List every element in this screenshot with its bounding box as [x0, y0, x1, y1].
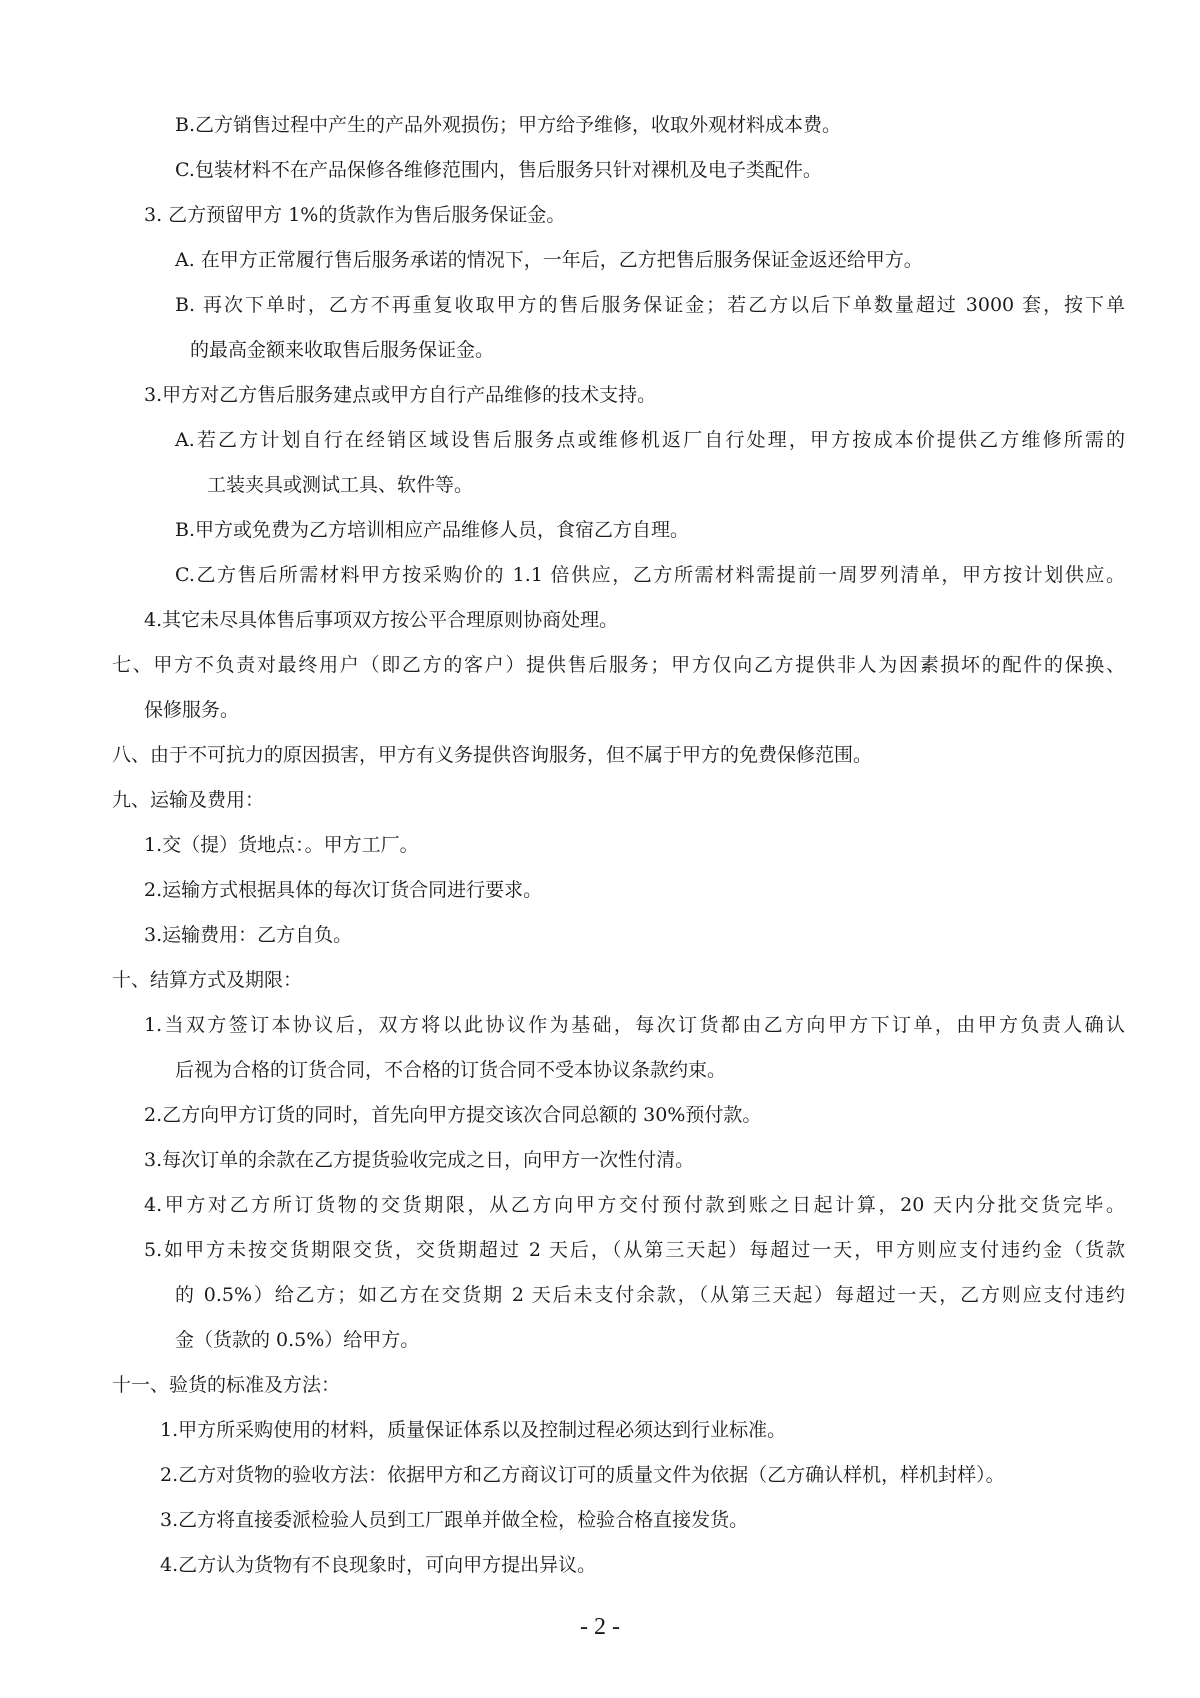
text-line: 2.运输方式根据具体的每次订货合同进行要求。	[144, 879, 543, 901]
text-line: 1.交（提）货地点：。甲方工厂。	[144, 834, 419, 856]
section-heading: 十一、验货的标准及方法：	[112, 1374, 341, 1396]
text-line: 八、由于不可抗力的原因损害，甲方有义务提供咨询服务，但不属于甲方的免费保修范围。	[112, 744, 873, 766]
section-heading: 九、运输及费用：	[112, 789, 265, 811]
text-line: 4.其它未尽具体售后事项双方按公平合理原则协商处理。	[144, 609, 619, 631]
text-line: 保修服务。	[144, 699, 240, 721]
text-line: 后视为合格的订货合同，不合格的订货合同不受本协议条款约束。	[175, 1059, 727, 1081]
text-line: 七、甲方不负责对最终用户（即乙方的客户）提供售后服务；甲方仅向乙方提供非人为因素损坏的配件的保换、	[112, 654, 1125, 676]
section-heading: 十、结算方式及期限：	[112, 969, 303, 991]
text-line: B.甲方或免费为乙方培训相应产品维修人员，食宿乙方自理。	[175, 519, 690, 541]
text-line: 5.如甲方未按交货期限交货，交货期超过 2 天后，（从第三天起）每超过一天，甲方则应支付违约金（货款	[144, 1239, 1125, 1261]
text-line: B.乙方销售过程中产生的产品外观损伤；甲方给予维修，收取外观材料成本费。	[175, 114, 842, 136]
text-line: C.乙方售后所需材料甲方按采购价的 1.1 倍供应，乙方所需材料需提前一周罗列清单，甲方按计划供应。	[175, 564, 1125, 586]
text-line: 的 0.5%）给乙方；如乙方在交货期 2 天后未支付余款，（从第三天起）每超过一天，乙方则应支付违约	[175, 1284, 1125, 1306]
text-line: 2.乙方对货物的验收方法：依据甲方和乙方商议订可的质量文件为依据（乙方确认样机，样机封样）。	[160, 1464, 1005, 1486]
page-number: - 2 -	[580, 1614, 620, 1640]
text-line: 工装夹具或测试工具、软件等。	[207, 474, 474, 496]
text-line: 3.甲方对乙方售后服务建点或甲方自行产品维修的技术支持。	[144, 384, 657, 406]
text-line: 1.当双方签订本协议后，双方将以此协议作为基础，每次订货都由乙方向甲方下订单，由甲方负责人确认	[144, 1014, 1125, 1036]
text-line: B. 再次下单时，乙方不再重复收取甲方的售后服务保证金；若乙方以后下单数量超过 3000 套，按下单	[175, 294, 1125, 316]
text-line: 的最高金额来收取售后服务保证金。	[190, 339, 495, 361]
text-line: 2.乙方向甲方订货的同时，首先向甲方提交该次合同总额的 30%预付款。	[144, 1104, 762, 1126]
text-line: 4.甲方对乙方所订货物的交货期限，从乙方向甲方交付预付款到账之日起计算，20 天内分批交货完毕。	[144, 1194, 1125, 1216]
text-line: A. 在甲方正常履行售后服务承诺的情况下，一年后，乙方把售后服务保证金返还给甲方。	[175, 249, 923, 271]
text-line: A.若乙方计划自行在经销区域设售后服务点或维修机返厂自行处理，甲方按成本价提供乙方维修所需的	[175, 429, 1125, 451]
text-line: 3.运输费用：乙方自负。	[144, 924, 353, 946]
text-line: 金（货款的 0.5%）给甲方。	[175, 1329, 420, 1351]
text-line: 4.乙方认为货物有不良现象时，可向甲方提出异议。	[160, 1554, 597, 1576]
text-line: 3. 乙方预留甲方 1%的货款作为售后服务保证金。	[144, 204, 566, 226]
text-line: 3.乙方将直接委派检验人员到工厂跟单并做全检，检验合格直接发货。	[160, 1509, 749, 1531]
text-line: 3.每次订单的余款在乙方提货验收完成之日，向甲方一次性付清。	[144, 1149, 695, 1171]
text-line: 1.甲方所采购使用的材料，质量保证体系以及控制过程必须达到行业标准。	[160, 1419, 787, 1441]
text-line: C.包装材料不在产品保修各维修范围内，售后服务只针对裸机及电子类配件。	[175, 159, 822, 181]
